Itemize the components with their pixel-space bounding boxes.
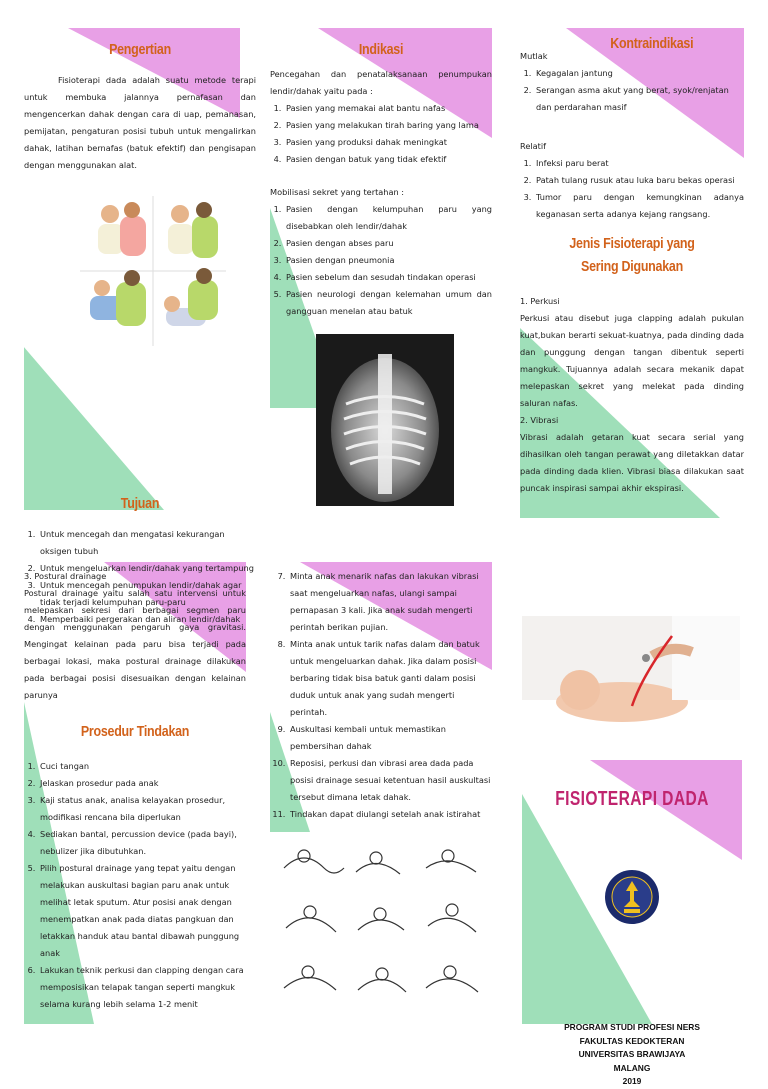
doctor-baby-photo — [522, 616, 740, 738]
kontraindikasi-heading: Kontraindikasi — [610, 36, 694, 52]
city-name: MALANG — [613, 1062, 651, 1073]
list-item: 4. Pasien sebelum dan sesudah tindakan operasi — [284, 269, 492, 286]
panel-postural-drainage — [24, 562, 246, 1024]
chest-xray-image — [316, 334, 454, 506]
xray-icon — [316, 334, 454, 506]
list-item: 11. Tindakan dapat diulangi setelah anak istirahat — [288, 806, 492, 823]
year: 2019 — [622, 1076, 642, 1086]
vibrasi-heading: 2. Vibrasi — [520, 415, 559, 425]
baby-photo-icon — [522, 616, 740, 738]
university-logo — [604, 869, 660, 925]
list-item: 2. Serangan asma akut yang berat, syok/renjatan dan perdarahan masif — [534, 82, 744, 116]
panel-kontraindikasi — [520, 28, 744, 518]
postural-drainage-heading: 3. Postural drainage — [24, 571, 107, 581]
list-item: 3. Pasien dengan pneumonia — [284, 252, 492, 269]
prosedur-list-continued — [270, 568, 492, 823]
list-item: 1. Pasien dengan kelumpuhan paru yang disebabkan oleh lendir/dahak — [284, 201, 492, 235]
cover-title: FISIOTERAPI DADA — [555, 788, 709, 810]
indikasi-heading: Indikasi — [358, 42, 404, 58]
program-name: PROGRAM STUDI PROFESI NERS — [564, 1022, 700, 1032]
postural-positions-icon — [276, 838, 490, 1024]
list-item: 3. Pasien yang produksi dahak meningkat — [284, 134, 492, 151]
list-item: 1. Pasien yang memakai alat bantu nafas — [284, 100, 492, 117]
faculty-name: FAKULTAS KEDOKTERAN — [579, 1035, 685, 1046]
list-item: 4. Sediakan bantal, percussion device (pada bayi), nebulizer jika dibutuhkan. — [38, 826, 246, 860]
list-item: 1. Infeksi paru berat — [534, 155, 744, 172]
perkusi-text: Perkusi atau disebut juga clapping adalah pukulan kuat,bukan berarti sekuat-kuatnya, pada dinding dada dan punggung dengan tangan dibentuk seperti mangkuk. Tujuannya adalah secara mekanik dapat melepaskan sekret yang melekat pada dinding saluran nafas. — [520, 313, 744, 408]
list-item: 1. Untuk mencegah dan mengatasi kekurangan oksigen tubuh — [38, 526, 256, 560]
list-item: 7. Minta anak menarik nafas dan lakukan vibrasi saat mengeluarkan nafas, ulangi sampai pernapasan 3 kali. Jika anak sudah mengerti perintah berikan pujian. — [288, 568, 492, 636]
list-item: 5. Pilih postural drainage yang tepat yaitu dengan melakukan auskultasi bagian paru anak untuk melihat letak sputum. Atur posisi anak dengan menempatkan anak pada diatas pangkuan dan letakkan handuk atau bantal dibawah punggung anak — [38, 860, 246, 962]
mobilisasi-list — [270, 201, 492, 320]
list-item: 4. Pasien dengan batuk yang tidak efektif — [284, 151, 492, 168]
postural-drainage-text: Postural drainage yaitu salah satu intervensi untuk melepaskan sekresi dari berbagai segmen paru dengan menggunakan pengaruh gaya gravitasi. Mengingat kelainan pada paru bisa terjadi pada berbagai lokasi, maka postural drainage dilakukan pada berbagai posisi disesuaikan dengan kelainan parunya — [24, 588, 246, 700]
list-item: 1. Kegagalan jantung — [534, 65, 744, 82]
drainage-positions-illustration — [276, 838, 490, 1024]
pengertian-heading: Pengertian — [109, 42, 171, 58]
list-item: 3. Tumor paru dengan kemungkinan adanya keganasan serta adanya kejang rangsang. — [534, 189, 744, 223]
jenis-fisioterapi-heading: Jenis Fisioterapi yang Sering Digunakan — [569, 236, 695, 275]
pengertian-paragraph: Fisioterapi dada adalah suatu metode terapi untuk membuka jalannya pernafasan dan mengencerkan dahak dengan cara di uap, pemanasan, pemijatan, pengaturan posisi tubuh untuk mengalirkan dahak, latihan bernafas (batuk efektif) dan pengisapan dengan menggunakan alat. — [24, 75, 256, 170]
list-item: 5. Pasien neurologi dengan kelemahan umum dan gangguan menelan atau batuk — [284, 286, 492, 320]
university-name: UNIVERSITAS BRAWIJAYA — [578, 1049, 686, 1059]
list-item: 6. Lakukan teknik perkusi dan clapping dengan cara memposisikan telapak tangan seperti mangkuk selama kurang lebih selama 1-2 menit — [38, 962, 246, 1013]
prosedur-list — [24, 758, 246, 1013]
prosedur-heading: Prosedur Tindakan — [80, 724, 190, 740]
panel-indikasi — [270, 28, 492, 510]
mutlak-list — [520, 65, 744, 116]
caregiver-child-illustration — [80, 196, 226, 346]
list-item: 3. Kaji status anak, analisa kelayakan prosedur, modifikasi rencana bila diperlukan — [38, 792, 246, 826]
panel-cover — [520, 562, 744, 1086]
list-item: 1. Cuci tangan — [38, 758, 246, 775]
mobilisasi-heading: Mobilisasi sekret yang tertahan : — [270, 187, 405, 197]
list-item: 8. Minta anak untuk tarik nafas dalam dan batuk untuk mengeluarkan dahak. Jika dalam posisi berbaring tidak bisa batuk ganti dalam posisi duduk untuk anak yang sudah mengerti perintah. — [288, 636, 492, 721]
university-logo-icon — [604, 869, 660, 925]
indikasi-list — [270, 100, 492, 168]
perkusi-heading: 1. Perkusi — [520, 296, 560, 306]
list-item: 2. Untuk mengeluarkan lendir/dahak yang tertampung — [38, 560, 256, 577]
list-item: 2. Pasien yang melakukan tirah baring yang lama — [284, 117, 492, 134]
tujuan-heading: Tujuan — [120, 496, 160, 512]
list-item: 3. Untuk mencegah penumpukan lendir/dahak agar tidak terjadi kelumpuhan paru-paru — [38, 577, 256, 611]
list-item: 10. Reposisi, perkusi dan vibrasi area dada pada posisi drainage sesuai ketentuan hasil auskultasi tersebut dimana letak dahak. — [288, 755, 492, 806]
panel-prosedur-lanjutan — [270, 562, 492, 1024]
chest-physio-illustration — [80, 196, 226, 346]
indikasi-intro: Pencegahan dan penatalaksanaan penumpukan lendir/dahak yaitu pada : — [270, 69, 492, 96]
list-item: 9. Auskultasi kembali untuk memastikan pembersihan dahak — [288, 721, 492, 755]
relatif-label: Relatif — [520, 141, 547, 151]
mutlak-label: Mutlak — [520, 51, 548, 61]
list-item: 2. Jelaskan prosedur pada anak — [38, 775, 246, 792]
institution-block — [520, 1021, 744, 1089]
vibrasi-text: Vibrasi adalah getaran kuat secara serial yang dihasilkan oleh tangan perawat yang diletakkan datar pada dinding dada klien. Vibrasi biasa dilakukan saat puncak inspirasi sampai akhir ekspirasi. — [520, 432, 744, 493]
list-item: 2. Patah tulang rusuk atau luka baru bekas operasi — [534, 172, 744, 189]
relatif-list — [520, 155, 744, 223]
list-item: 4. Memperbaiki pergerakan dan aliran lendir/dahak — [38, 611, 256, 628]
list-item: 2. Pasien dengan abses paru — [284, 235, 492, 252]
